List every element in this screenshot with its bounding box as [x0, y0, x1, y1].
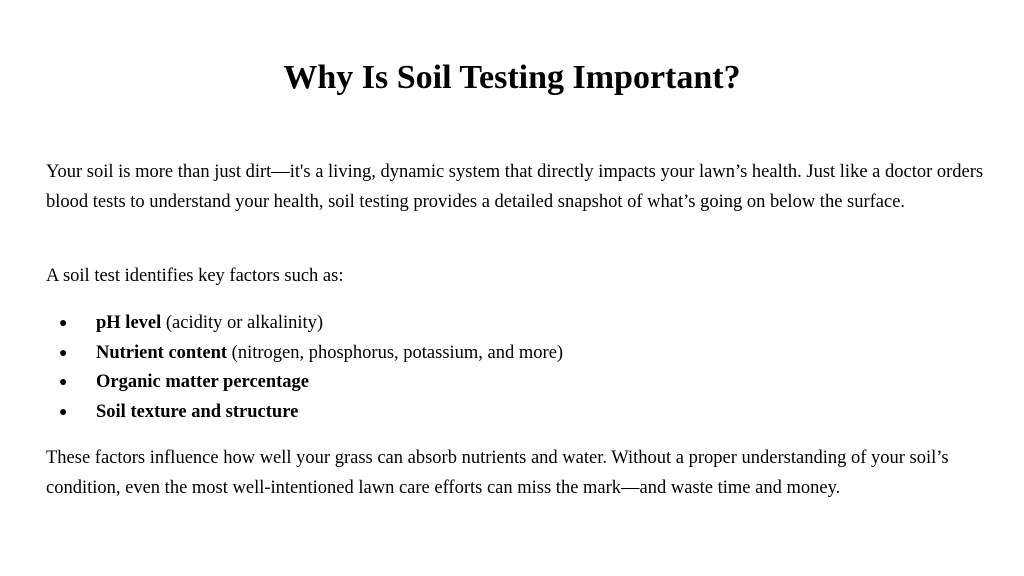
- factor-term: Organic matter percentage: [96, 372, 310, 392]
- factor-term: Nutrient content: [96, 342, 228, 363]
- bullet-icon: ●: [59, 404, 68, 420]
- intro-paragraph: Your soil is more than just dirt—it's a living, dynamic system that directly impacts your lawn’s health. Just like a doctor orders blood tests to understand your health, soil testing provides a detailed snapshot of what’s going on below the surface.: [46, 162, 984, 212]
- bullet-icon: ●: [59, 345, 68, 361]
- bullet-icon: ●: [59, 375, 68, 390]
- list-item: [46, 368, 986, 398]
- page-title: Why Is Soil Testing Important?: [283, 59, 741, 96]
- conclusion-paragraph: These factors influence how well your grass can absorb nutrients and water. Without a proper understanding of your soil’s condition, even the most well-intentioned lawn care efforts can miss the mark—and waste time and money.: [46, 448, 949, 498]
- factor-list: [46, 309, 986, 427]
- bullet-icon: ●: [59, 316, 68, 331]
- list-item: [46, 339, 986, 369]
- factor-detail: (nitrogen, phosphorus, potassium, and more): [227, 342, 564, 363]
- document-page: [46, 0, 986, 576]
- lead-in-paragraph: A soil test identifies key factors such as:: [46, 266, 344, 286]
- list-item: [46, 398, 986, 428]
- list-item: [46, 309, 986, 339]
- factor-term: Soil texture and structure: [96, 401, 299, 422]
- factor-detail: (acidity or alkalinity): [161, 313, 324, 333]
- factor-term: pH level: [96, 313, 162, 333]
